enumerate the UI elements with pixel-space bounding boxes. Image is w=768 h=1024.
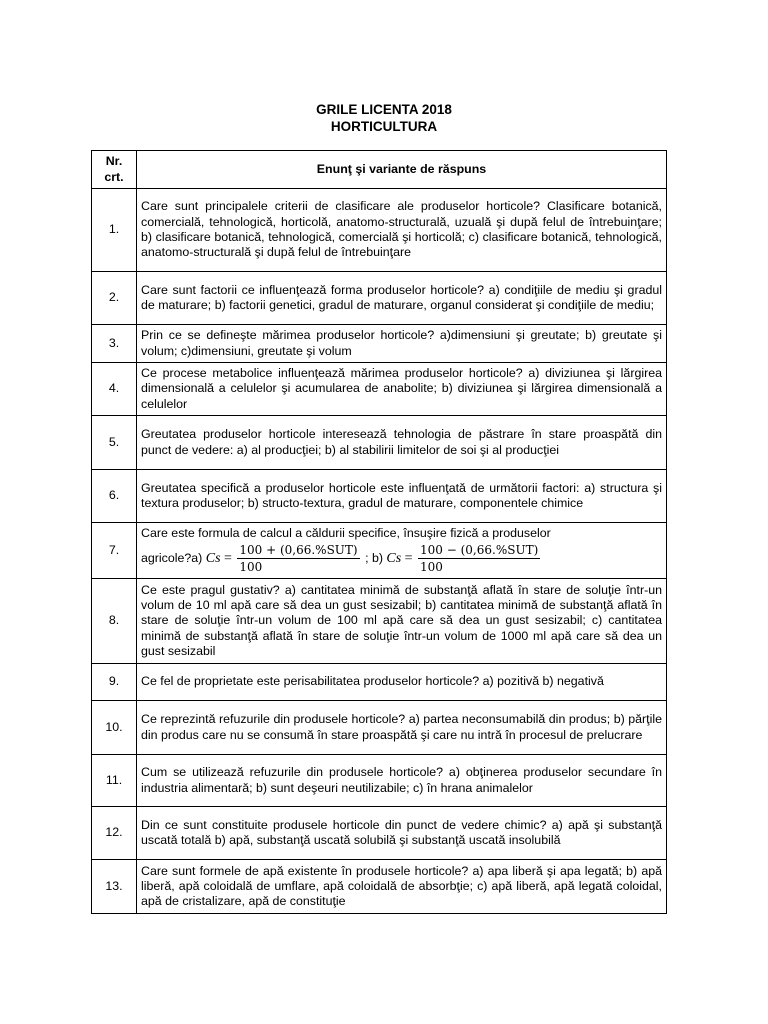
question-text: Ce reprezintă refuzurile din produsele horticole? a) partea neconsumabilă din produs; b) părţile din produs care nu se consumă în stare proaspătă şi care nu intră în procesul de prelucrare [137,701,667,755]
formula-separator: ; b) [365,550,383,565]
question-text: Greutatea produselor horticole interesează tehnologia de păstrare în stare proaspătă din punct de vedere: a) al producţiei; b) al stabilirii limitelor de soi şi al producţiei [137,416,667,470]
formula-a-fraction [237,542,359,575]
table-row [92,701,667,755]
question-text: Care sunt formele de apă existente în produsele horticole? a) apa liberă şi apa legată; b) apă liberă, apă coloidală de umflare, apă coloidală de absorbţie; c) apă liberă, apă legată coloidal, apă de cristalizare, apă de constituţie [137,860,667,914]
document-subtitle: HORTICULTURA [330,119,438,134]
question-prefix: agricole?a) [141,550,203,565]
question-text: Cum se utilizează refuzurile din produsele horticole? a) obţinerea produselor secundare în industria alimentară; b) sunt deşeuri neutilizabile; c) în hrana animalelor [137,755,667,807]
table-row [92,325,667,363]
table-row [92,664,667,701]
formula-a-numerator: 100 + (0,66.%SUT) [239,542,358,557]
question-text: Ce este pragul gustativ? a) cantitatea minimă de substanţă aflată în stare de soluţie într-un volum de 10 ml apă care să dea un gust sesizabil; b) cantitatea minimă de substanţă aflată în stare de soluţie într-un volum de 100 ml apă care să dea un gust sesizabil; c) cantitatea minimă de substanţă aflată în stare de soluţie într-un volum de 1000 ml apă care să dea un gust sesizabil [137,579,667,664]
table-header-row [92,151,667,189]
table-row [92,579,667,664]
row-number: 12. [92,807,137,860]
question-text [137,523,667,579]
question-line: Care este formula de calcul a căldurii specifice, însuşire fizică a produselor [141,526,551,541]
question-text: Care sunt principalele criterii de clasificare ale produselor horticole? Clasificare botanică, comercială, tehnologică, horticolă, anatomo-structurală, uzuală şi după felul de întrebuinţare; b) clasificare botanică, tehnologică, comercială şi horticolă; c) clasificare botanică, tehnologică, anatomo-structurală şi după felul de întrebuinţare [137,189,667,272]
formula-b-lhs: Cs [386,550,402,566]
formula-a-equals: = [224,550,232,566]
formula-a-lhs: Cs [205,550,221,566]
formula-b-denominator: 100 [420,559,443,574]
table-row [92,416,667,470]
question-text: Greutatea specifică a produselor horticole este influenţată de următorii factori: a) structura şi textura produselor; b) structo-textura, gradul de maturare, componentele chimice [137,470,667,523]
question-text: Care sunt factorii ce influenţează forma produselor horticole? a) condiţiile de mediu şi gradul de maturare; b) factorii genetici, gradul de maturare, organul considerat şi condiţiile de mediu; [137,272,667,325]
formula-b-numerator: 100 − (0,66.%SUT) [420,542,539,557]
row-number: 10. [92,701,137,755]
table-row [92,755,667,807]
table-row [92,807,667,860]
row-number: 5. [92,416,137,470]
formula-a-denominator: 100 [239,559,263,574]
row-number: 11. [92,755,137,807]
question-text: Din ce sunt constituite produsele horticole din punct de vedere chimic? a) apă şi substanţă uscată totală b) apă, substanţă uscată solubilă şi substanţă uscată insolubilă [137,807,667,860]
row-number: 3. [92,325,137,363]
question-text: Ce procese metabolice influenţează mărimea produselor horticole? a) diviziunea şi lărgirea dimensională a celulelor şi acumularea de anabolite; b) diviziunea şi lărgirea dimensională a celulelor [137,363,667,416]
questions-table [91,150,676,914]
table-row [92,363,667,416]
table-row [92,189,667,272]
table-row [92,470,667,523]
question-text: Ce fel de proprietate este perisabilitatea produselor horticole? a) pozitivă b) negativă [137,664,667,701]
table-row [92,523,667,579]
row-number: 1. [92,189,137,272]
table-row [92,860,667,914]
row-number: 13. [92,860,137,914]
formula-b-equals: = [404,550,413,566]
question-text: Prin ce se defineşte mărimea produselor horticole? a)dimensiuni şi greutate; b) greutate şi volum; c)dimensiuni, greutate şi volum [137,325,667,363]
row-number: 2. [92,272,137,325]
column-header-text: Enunţ şi variante de răspuns [137,151,667,189]
document-title: GRILE LICENTA 2018 [316,102,452,117]
table-row [92,272,667,325]
row-number: 8. [92,579,137,664]
formula-line [141,542,662,575]
row-number: 7. [92,523,137,579]
column-header-nr: Nr. crt. [92,151,137,189]
formula-b-fraction [418,542,540,575]
row-number: 4. [92,363,137,416]
row-number: 9. [92,664,137,701]
row-number: 6. [92,470,137,523]
